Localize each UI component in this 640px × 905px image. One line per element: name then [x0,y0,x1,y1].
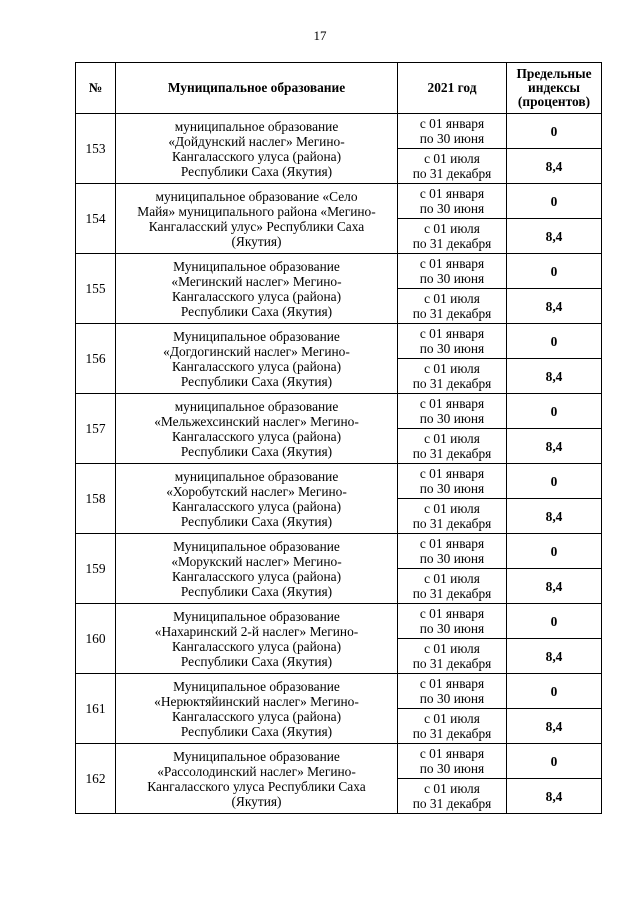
municipality-name-line: Муниципальное образование [173,608,340,624]
table-row [76,464,602,499]
table-body [76,114,602,814]
period-cell [398,534,507,569]
column-header-year: 2021 год [398,63,507,114]
row-number: 159 [76,534,116,604]
municipality-name-line: Кангаласского улуса Республики Саха [147,778,366,794]
municipality-name-line: Республики Саха (Якутия) [180,723,333,739]
municipality-name-line: муниципальное образование [174,398,339,414]
municipality-name [116,184,398,254]
period-line: по 30 июня [419,691,485,706]
period-line: по 30 июня [419,551,485,566]
period-line: с 01 июля [424,781,480,796]
period-line: с 01 января [419,186,485,201]
period-line: по 31 декабря [412,796,492,811]
municipality-name-line: Республики Саха (Якутия) [180,443,333,459]
table-row [76,674,602,709]
municipality-name-line: «Мельжехсинский наслег» Мегино- [154,413,359,429]
table-header-row [76,63,602,114]
period-cell [398,289,507,324]
period-line: по 31 декабря [412,376,492,391]
index-value: 8,4 [507,569,602,604]
header-line: Предельные [516,66,592,81]
tariff-index-table [75,62,602,814]
period-line: с 01 января [419,396,485,411]
municipality-name-line: муниципальное образование [174,118,339,134]
period-line: по 30 июня [419,341,485,356]
row-number: 160 [76,604,116,674]
row-number: 157 [76,394,116,464]
municipality-name-line: Республики Саха (Якутия) [180,303,333,319]
municipality-name-line: Муниципальное образование [173,538,340,554]
period-cell [398,604,507,639]
municipality-name-line: «Хоробутский наслег» Мегино- [166,483,347,499]
period-line: по 31 декабря [412,446,492,461]
municipality-name-line: Майя» муниципального района «Мегино- [137,203,376,219]
index-value: 8,4 [507,149,602,184]
period-line: с 01 января [419,326,485,341]
period-cell [398,429,507,464]
municipality-name [116,324,398,394]
period-line: по 31 декабря [412,306,492,321]
municipality-name-line: муниципальное образование «Село [155,188,358,204]
period-line: по 31 декабря [412,656,492,671]
index-value: 0 [507,674,602,709]
municipality-name-line: Кангаласского улуса (района) [171,428,342,444]
period-line: по 30 июня [419,411,485,426]
period-cell [398,779,507,814]
municipality-name-line: «Дойдунский наслег» Мегино- [168,133,345,149]
index-value: 8,4 [507,429,602,464]
row-number: 154 [76,184,116,254]
period-cell [398,744,507,779]
municipality-name-line: Кангаласский улус» Республики Саха [148,218,365,234]
period-line: с 01 января [419,746,485,761]
period-line: с 01 июля [424,291,480,306]
period-line: по 30 июня [419,621,485,636]
period-line: по 30 июня [419,271,485,286]
municipality-name-line: (Якутия) [231,233,282,249]
period-cell [398,569,507,604]
period-line: с 01 июля [424,151,480,166]
municipality-name-line: Муниципальное образование [173,328,340,344]
period-line: по 30 июня [419,131,485,146]
period-cell [398,499,507,534]
municipality-name-line: Кангаласского улуса (района) [171,568,342,584]
period-line: по 30 июня [419,761,485,776]
header-line: (процентов) [517,94,591,109]
municipality-name-line: «Нахаринский 2-й наслег» Мегино- [154,623,359,639]
row-number: 155 [76,254,116,324]
municipality-name [116,744,398,814]
table-row [76,254,602,289]
row-number: 158 [76,464,116,534]
period-line: по 31 декабря [412,726,492,741]
period-line: с 01 июля [424,641,480,656]
period-cell [398,254,507,289]
municipality-name-line: Кангаласского улуса (района) [171,288,342,304]
municipality-name [116,464,398,534]
column-header-num: № [76,63,116,114]
index-value: 8,4 [507,779,602,814]
period-line: по 30 июня [419,201,485,216]
column-header-name: Муниципальное образование [116,63,398,114]
index-value: 0 [507,324,602,359]
index-value: 0 [507,184,602,219]
period-cell [398,114,507,149]
period-line: по 31 декабря [412,586,492,601]
row-number: 162 [76,744,116,814]
table-row [76,534,602,569]
index-value: 8,4 [507,709,602,744]
period-line: с 01 июля [424,361,480,376]
index-value: 8,4 [507,289,602,324]
municipality-name-line: Республики Саха (Якутия) [180,373,333,389]
period-line: с 01 января [419,676,485,691]
period-line: с 01 января [419,466,485,481]
municipality-name [116,254,398,324]
column-header-index [507,63,602,114]
header-line: индексы [528,80,580,95]
municipality-name-line: «Рассолодинский наслег» Мегино- [157,763,356,779]
period-cell [398,149,507,184]
period-cell [398,324,507,359]
municipality-name-line: Республики Саха (Якутия) [180,583,333,599]
index-value: 0 [507,114,602,149]
period-line: по 31 декабря [412,516,492,531]
municipality-name-line: «Догдогинский наслег» Мегино- [163,343,350,359]
table-row [76,744,602,779]
period-cell [398,709,507,744]
index-value: 8,4 [507,499,602,534]
municipality-name-line: Кангаласского улуса (района) [171,148,342,164]
municipality-name [116,604,398,674]
period-cell [398,219,507,254]
municipality-name-line: Кангаласского улуса (района) [171,708,342,724]
municipality-name-line: Республики Саха (Якутия) [180,513,333,529]
municipality-name-line: Кангаласского улуса (района) [171,498,342,514]
municipality-name [116,534,398,604]
period-cell [398,674,507,709]
index-value: 0 [507,394,602,429]
period-line: с 01 июля [424,501,480,516]
municipality-name-line: Кангаласского улуса (района) [171,358,342,374]
period-line: с 01 января [419,606,485,621]
index-value: 0 [507,464,602,499]
period-cell [398,359,507,394]
period-line: с 01 июля [424,221,480,236]
period-line: с 01 января [419,536,485,551]
period-line: с 01 января [419,256,485,271]
period-line: с 01 июля [424,571,480,586]
index-value: 0 [507,604,602,639]
table-row [76,114,602,149]
municipality-name [116,674,398,744]
period-line: с 01 января [419,116,485,131]
page-number: 17 [313,28,327,43]
municipality-name [116,394,398,464]
row-number: 161 [76,674,116,744]
municipality-name-line: Республики Саха (Якутия) [180,163,333,179]
table-row [76,184,602,219]
period-cell [398,184,507,219]
index-value: 8,4 [507,219,602,254]
period-line: по 31 декабря [412,166,492,181]
period-line: по 31 декабря [412,236,492,251]
index-value: 0 [507,744,602,779]
row-number: 153 [76,114,116,184]
municipality-name-line: «Морукский наслег» Мегино- [171,553,342,569]
municipality-name-line: Муниципальное образование [173,678,340,694]
municipality-name-line: «Мегинский наслег» Мегино- [171,273,342,289]
period-line: с 01 июля [424,711,480,726]
table-row [76,604,602,639]
period-line: с 01 июля [424,431,480,446]
index-value: 0 [507,534,602,569]
period-cell [398,639,507,674]
period-cell [398,464,507,499]
period-line: по 30 июня [419,481,485,496]
municipality-name-line: Республики Саха (Якутия) [180,653,333,669]
municipality-name [116,114,398,184]
municipality-name-line: муниципальное образование [174,468,339,484]
index-value: 0 [507,254,602,289]
index-value: 8,4 [507,639,602,674]
municipality-name-line: «Нерюктяйинский наслег» Мегино- [154,693,359,709]
table-row [76,324,602,359]
period-cell [398,394,507,429]
municipality-name-line: (Якутия) [231,793,282,809]
municipality-name-line: Муниципальное образование [173,258,340,274]
municipality-name-line: Кангаласского улуса (района) [171,638,342,654]
table-row [76,394,602,429]
row-number: 156 [76,324,116,394]
index-value: 8,4 [507,359,602,394]
municipality-name-line: Муниципальное образование [173,748,340,764]
